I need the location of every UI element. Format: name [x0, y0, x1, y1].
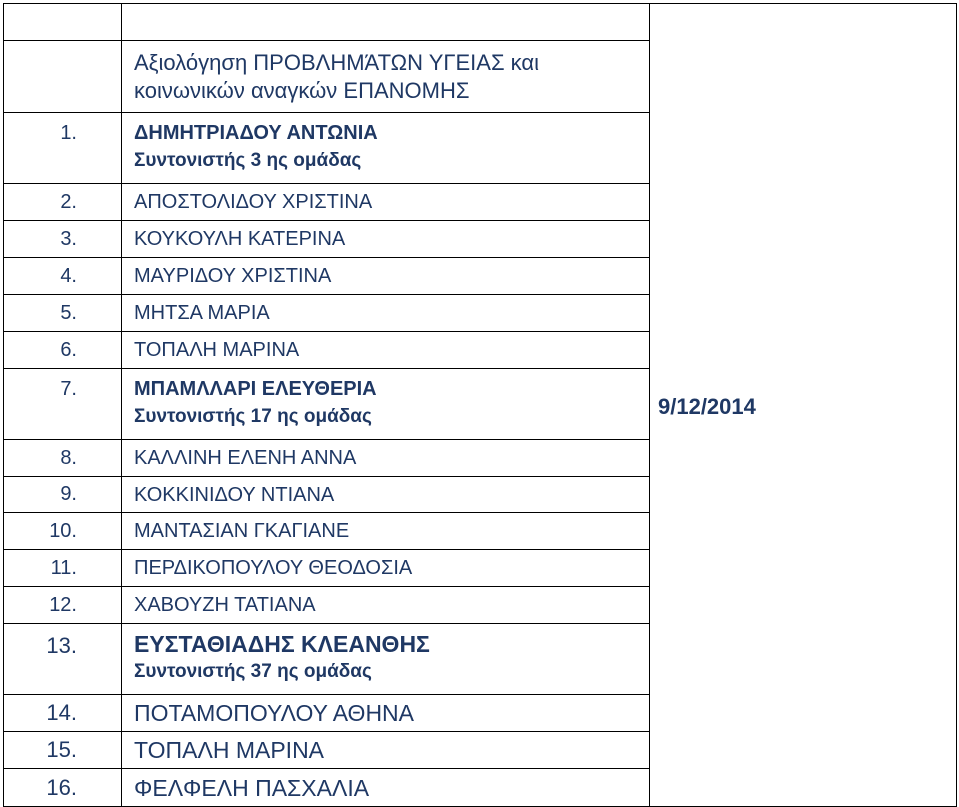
name-cell [122, 587, 650, 624]
name-cell [122, 550, 650, 587]
document-title [122, 41, 650, 113]
name-cell [122, 477, 650, 513]
empty-cell [4, 4, 122, 41]
person-name: ΜΠΑΜΛΛΑΡΙ ΕΛΕΥΘΕΡΙΑ [134, 378, 377, 400]
row-number: 9. [4, 477, 122, 513]
row-number: 15. [4, 732, 122, 769]
row-number: 14. [4, 695, 122, 732]
name-cell [122, 695, 650, 732]
person-name: ΧΑΒΟΥΖΗ ΤΑΤΙΑΝΑ [134, 594, 316, 616]
person-name: ΦΕΛΦΕΛΗ ΠΑΣΧΑΛΙΑ [134, 774, 370, 801]
name-cell [122, 732, 650, 769]
name-cell [122, 221, 650, 258]
coordinator-note: Συντονιστής 3 ης ομάδας [134, 150, 362, 171]
person-name: ΜΑΥΡΙΔΟΥ ΧΡΙΣΤΙΝΑ [134, 265, 332, 287]
date-cell [650, 4, 957, 807]
row-number: 16. [4, 769, 122, 807]
row-number: 6. [4, 332, 122, 369]
header-row [4, 4, 957, 41]
name-cell [122, 332, 650, 369]
empty-cell [122, 4, 650, 41]
person-name: ΜΑΝΤΑΣΙΑΝ ΓΚΑΓΙΑΝΕ [134, 520, 350, 542]
name-cell [122, 769, 650, 807]
row-number: 5. [4, 295, 122, 332]
empty-cell [4, 41, 122, 113]
name-cell [122, 513, 650, 550]
title-line-2: κοινωνικών αναγκών ΕΠΑΝΟΜΗΣ [134, 77, 470, 103]
person-name: ΠΟΤΑΜΟΠΟΥΛΟΥ ΑΘΗΝΑ [134, 700, 415, 726]
coordinator-note: Συντονιστής 37 ης ομάδας [134, 661, 372, 682]
person-name: ΑΠΟΣΤΟΛΙΔΟΥ ΧΡΙΣΤΙΝΑ [134, 191, 373, 213]
row-number: 11. [4, 550, 122, 587]
person-name: ΕΥΣΤΑΘΙΑΔΗΣ ΚΛΕΑΝΘΗΣ [134, 631, 430, 657]
name-cell [122, 440, 650, 477]
title-line-1: Αξιολόγηση ΠΡΟΒΛΗΜΆΤΩΝ ΥΓΕΙΑΣ και [134, 49, 539, 75]
row-number: 7. [4, 369, 122, 440]
row-number: 13. [4, 624, 122, 695]
document-date: 9/12/2014 [658, 394, 756, 419]
person-name: ΔΗΜΗΤΡΙΑΔΟΥ ΑΝΤΩΝΙΑ [134, 122, 378, 144]
person-name: ΚΟΚΚΙΝΙΔΟΥ ΝΤΙΑΝΑ [134, 483, 335, 506]
coordinator-note: Συντονιστής 17 ης ομάδας [134, 406, 372, 427]
person-name: ΚΟΥΚΟΥΛΗ ΚΑΤΕΡΙΝΑ [134, 228, 346, 250]
person-name: ΤΟΠΑΛΗ ΜΑΡΙΝΑ [134, 339, 300, 361]
row-number: 1. [4, 113, 122, 184]
person-name: ΚΑΛΛΙΝΗ ΕΛΕΝΗ ΑΝΝΑ [134, 447, 357, 469]
name-cell [122, 369, 650, 440]
person-name: ΠΕΡΔΙΚΟΠΟΥΛΟΥ ΘΕΟΔΟΣΙΑ [134, 557, 413, 579]
name-cell [122, 295, 650, 332]
row-number: 4. [4, 258, 122, 295]
row-number: 8. [4, 440, 122, 477]
row-number: 12. [4, 587, 122, 624]
roster-table [3, 3, 957, 807]
name-cell [122, 258, 650, 295]
person-name: ΜΗΤΣΑ ΜΑΡΙΑ [134, 302, 270, 324]
row-number: 2. [4, 184, 122, 221]
row-number: 3. [4, 221, 122, 258]
name-cell [122, 624, 650, 695]
name-cell [122, 113, 650, 184]
row-number: 10. [4, 513, 122, 550]
person-name: ΤΟΠΑΛΗ ΜΑΡΙΝΑ [134, 737, 325, 763]
name-cell [122, 184, 650, 221]
